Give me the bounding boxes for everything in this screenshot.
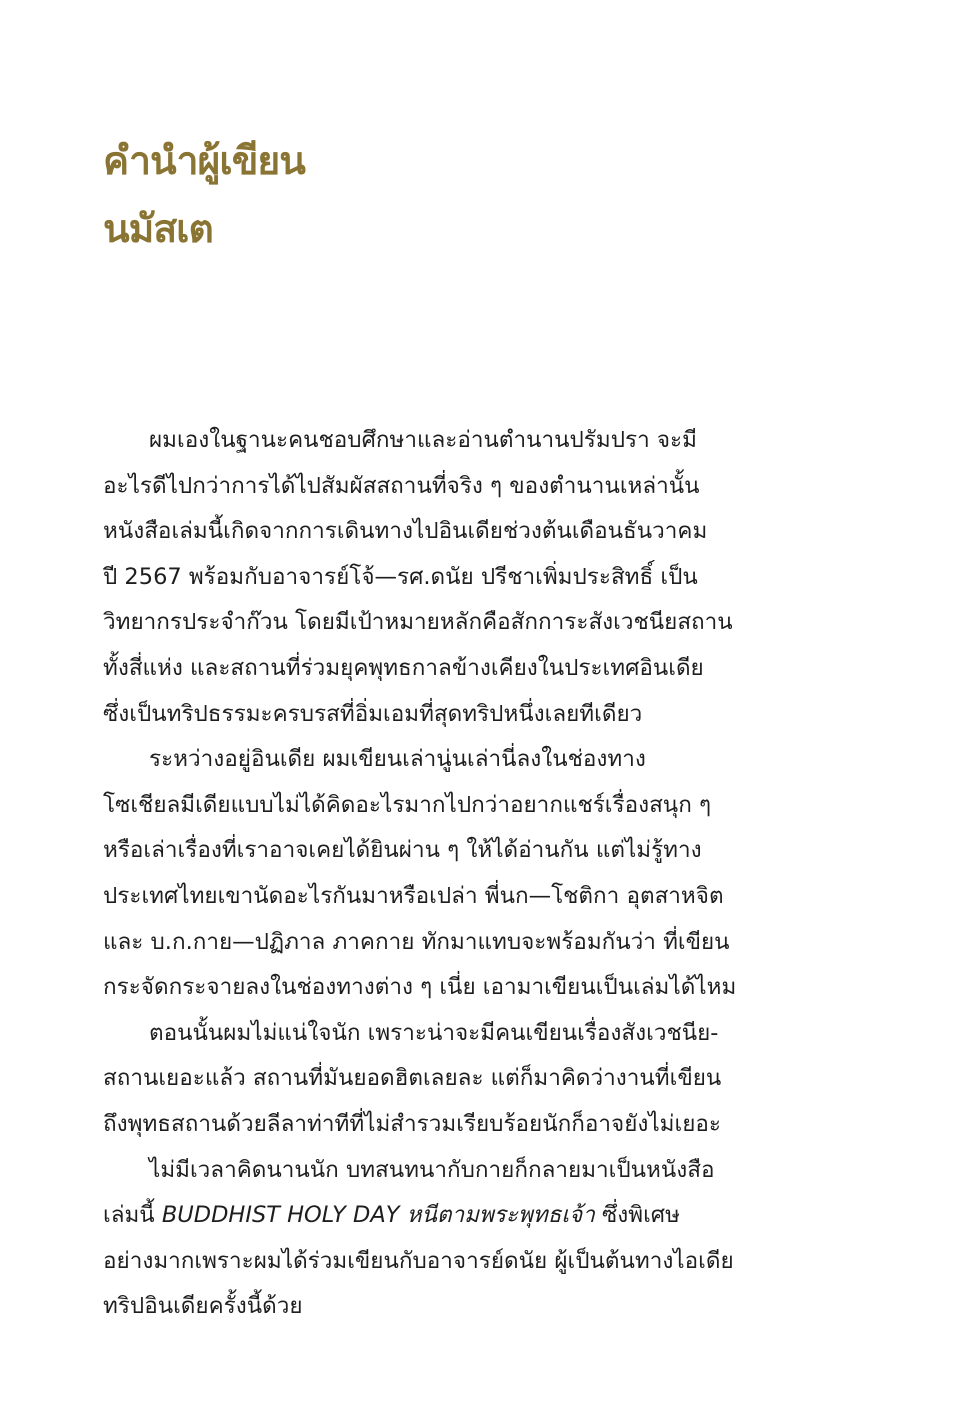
book-title: BUDDHIST HOLY DAY หนีตามพระพุทธเจ้า (161, 1202, 595, 1229)
preface-heading (103, 128, 305, 264)
heading-line-1: คำนำผู้เขียน (103, 139, 305, 184)
text-line: หนังสือเล่มนี้เกิดจากการเดินทางไปอินเดียช่วงต้นเดือนธันวาคม (103, 518, 708, 545)
text-fragment: ซึ่งพิเศษ (594, 1202, 680, 1229)
heading-line-2: นมัสเต (103, 207, 213, 252)
text-line: ไม่มีเวลาคิดนานนัก บทสนทนากับกายก็กลายมาเป็นหนังสือ (149, 1156, 715, 1183)
text-line: กระจัดกระจายลงในช่องทางต่าง ๆ เนี่ย เอามาเขียนเป็นเล่มได้ไหม (103, 974, 737, 1001)
text-line: ซึ่งเป็นทริปธรรมะครบรสที่อิ่มเอมที่สุดทริปหนึ่งเลยทีเดียว (103, 700, 643, 727)
text-line: วิทยากรประจำก๊วน โดยมีเป้าหมายหลักคือสักการะสังเวชนียสถาน (103, 609, 733, 636)
paragraph-1 (103, 418, 787, 737)
text-line: สถานเยอะแล้ว สถานที่มันยอดฮิตเลยละ แต่ก็มาคิดว่างานที่เขียน (103, 1065, 722, 1092)
text-line: หรือเล่าเรื่องที่เราอาจเคยได้ยินผ่าน ๆ ให้ได้อ่านกัน แต่ไม่รู้ทาง (103, 837, 702, 864)
paragraph-2 (103, 737, 787, 1011)
text-line: ถึงพุทธสถานด้วยลีลาท่าทีที่ไม่สำรวมเรียบร้อยนักก็อาจยังไม่เยอะ (103, 1110, 721, 1137)
text-line: อะไรดีไปกว่าการได้ไปสัมผัสสถานที่จริง ๆ ของตำนานเหล่านั้น (103, 472, 700, 499)
text-line-with-book-title (103, 1193, 787, 1239)
text-line: ทั้งสี่แห่ง และสถานที่ร่วมยุคพุทธกาลข้างเคียงในประเทศอินเดีย (103, 654, 704, 681)
text-line: ทริปอินเดียครั้งนี้ด้วย (103, 1293, 303, 1320)
text-line: และ บ.ก.กาย—ปฏิภาล ภาคกาย ทักมาแทบจะพร้อมกันว่า ที่เขียน (103, 928, 730, 955)
text-line: โซเชียลมีเดียแบบไม่ได้คิดอะไรมากไปกว่าอยากแชร์เรื่องสนุก ๆ (103, 791, 712, 818)
preface-body (103, 418, 787, 1330)
text-line: อย่างมากเพราะผมได้ร่วมเขียนกับอาจารย์ดนัย ผู้เป็นต้นทางไอเดีย (103, 1247, 734, 1274)
text-line: ตอนนั้นผมไม่แน่ใจนัก เพราะน่าจะมีคนเขียนเรื่องสังเวชนีย- (149, 1019, 719, 1046)
text-line: ระหว่างอยู่อินเดีย ผมเขียนเล่านู่นเล่านี่ลงในช่องทาง (149, 746, 646, 773)
paragraph-3 (103, 1011, 787, 1148)
text-line: ผมเองในฐานะคนชอบศึกษาและอ่านตำนานปรัมปรา จะมี (149, 427, 697, 453)
text-line: ประเทศไทยเขานัดอะไรกันมาหรือเปล่า พี่นก—โชติกา อุตสาหจิต (103, 882, 724, 909)
text-line: ปี 2567 พร้อมกับอาจารย์โจ้—รศ.ดนัย ปรีชาเพิ่มประสิทธิ์ เป็น (103, 563, 698, 590)
paragraph-4 (103, 1148, 787, 1330)
text-fragment: เล่มนี้ (103, 1202, 162, 1229)
